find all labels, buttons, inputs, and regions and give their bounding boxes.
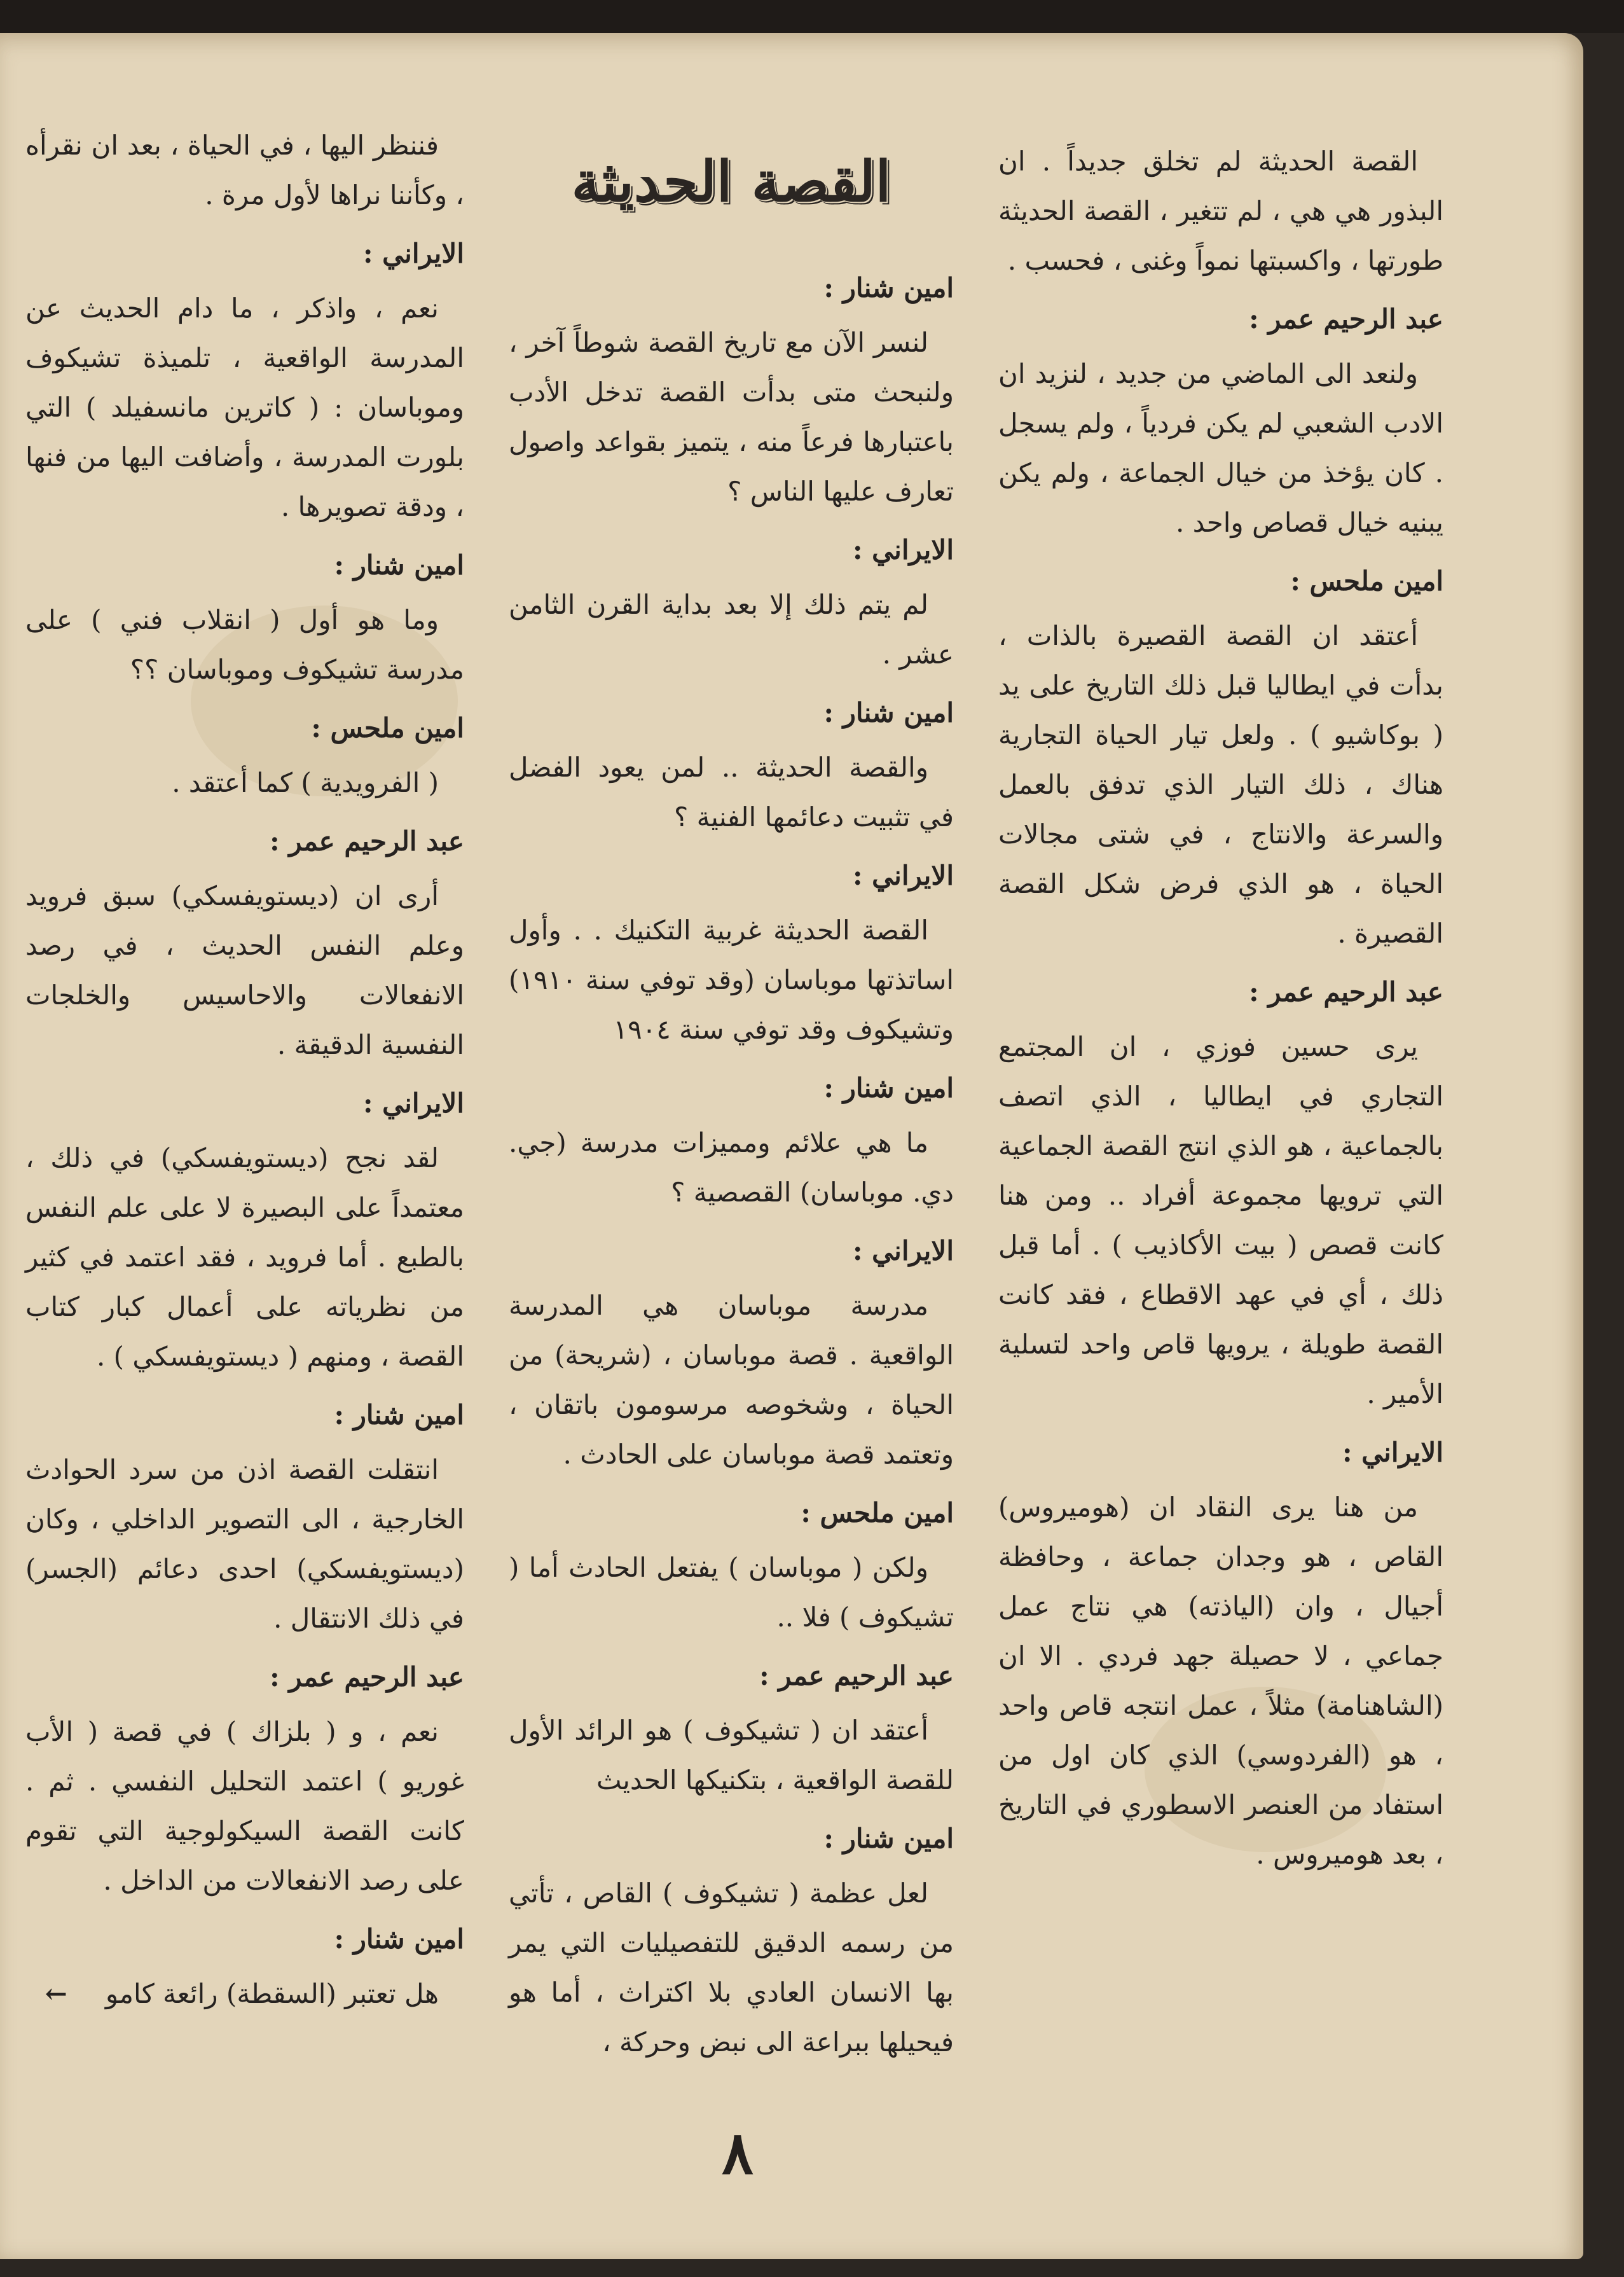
scan-border-top [0,0,1624,33]
paragraph: أرى ان (ديستويفسكي) سبق فرويد وعلم النفس الحديث ، في رصد الانفعالات والاحاسيس والخلجات النفسية الدقيقة . [25,880,464,1060]
paragraph: من هنا يرى النقاد ان (هوميروس) القاص ، هو وجدان جماعة ، وحافظة أجيال ، وان (الياذته) هي نتاج عمل جماعي ، لا حصيلة جهد فردي . الا ان (الشاهنامة) مثلاً ، عمل انتجه قاص واحد ، هو (الفردوسي) الذي كان اول من استفاد من العنصر الاسطوري في التاريخ ، بعد هوميروس . [998,1491,1443,1870]
paragraph: ولنعد الى الماضي من جديد ، لنزيد ان الادب الشعبي لم يكن فردياً ، ولم يسجل . كان يؤخذ من خيال الجماعة ، ولم يكن يبنيه خيال قصاص واحد . [998,358,1443,538]
speaker-name: امين ملحس : [1290,565,1443,597]
speaker-name: امين شنار : [334,1399,464,1430]
speaker-name: الايراني : [363,238,464,269]
paragraph: مدرسة موباسان هي المدرسة الواقعية . قصة موباسان ، (شريحة) من الحياة ، وشخوصه مرسومون باتقان ، وتعتمد قصة موباسان على الحادث . [509,1290,954,1470]
paragraph: نعم ، واذكر ، ما دام الحديث عن المدرسة الواقعية ، تلميذة تشيكوف وموباسان : ( كاترين مانسفيلد ) التي بلورت المدرسة ، وأضافت اليها من فنها ، ودقة تصويرها . [25,293,464,522]
speaker-name: عبد الرحيم عمر : [270,1661,464,1692]
paragraph: ( الفرويدية ) كما أعتقد . [172,767,439,798]
speaker-name: عبد الرحيم عمر : [270,826,464,857]
paragraph: أعتقد ان ( تشيكوف ) هو الرائد الأول للقصة الواقعية ، بتكنيكها الحديث [509,1715,954,1796]
speaker-name: امين ملحس : [801,1497,954,1528]
paragraph: لعل عظمة ( تشيكوف ) القاص ، تأتي من رسمه الدقيق للتفصيليات التي يمر بها الانسان العادي بلا اكتراث ، أما هو فيحيلها ببراعة الى نبض وحركة ، [509,1878,954,2058]
paragraph: هل تعتبر (السقطة) رائعة كامو← [25,1969,464,2019]
speaker-name: الايراني : [853,1235,954,1266]
speaker-name: امين شنار : [334,550,464,581]
speaker-name: الايراني : [853,860,954,891]
paragraph: نعم ، و ( بلزاك ) في قصة ( الأب غوريو ) اعتمد التحليل النفسي . ثم . كانت القصة السيكولوجية التي تقوم على رصد الانفعالات من الداخل . [25,1716,464,1896]
paragraph: ولكن ( موباسان ) يفتعل الحادث أما ( تشيكوف ) فلا .. [509,1552,954,1633]
speaker-name: امين شنار : [823,272,954,303]
speaker-name: امين ملحس : [311,712,464,744]
paragraph: فننظر اليها ، في الحياة ، بعد ان نقرأه ، وكأننا نراها لأول مرة . [25,130,464,211]
speaker-name: الايراني : [1342,1437,1443,1468]
column-right [998,137,1443,1886]
paragraph: أعتقد ان القصة القصيرة بالذات ، بدأت في ايطاليا قبل ذلك التاريخ على يد ( بوكاشيو ) . ولعل تيار الحياة التجارية هناك ، ذلك التيار الذي تدفق بالعمل والسرعة والانتاج ، في شتى مجالات الحياة ، هو الذي فرض شكل القصة القصيرة . [998,620,1443,949]
paragraph: يرى حسين فوزي ، ان المجتمع التجاري في ايطاليا ، الذي اتصف بالجماعية ، هو الذي انتج القصة الجماعية التي ترويها مجموعة أفراد .. ومن هنا كانت قصص ( بيت الأكاذيب ) . أما قبل ذلك ، أي في عهد الاقطاع ، فقد كانت القصة طويلة ، يرويها قاص واحد لتسلية الأمير . [998,1031,1443,1409]
paragraph: القصة الحديثة لم تخلق جديداً . ان البذور هي هي ، لم تتغير ، القصة الحديثة طورتها ، واكسبتها نمواً وغنى ، فحسب . [998,146,1443,276]
speaker-name: الايراني : [363,1088,464,1119]
continuation-arrow-icon: ← [45,1978,67,2009]
speaker-name: امين شنار : [823,1072,954,1104]
paragraph: لنسر الآن مع تاريخ القصة شوطاً آخر ، ولنبحث متى بدأت القصة تدخل الأدب باعتبارها فرعاً منه ، يتميز بقواعد واصول تعارف عليها الناس ؟ [509,327,954,507]
paragraph: وما هو أول ( انقلاب فني ) على مدرسة تشيكوف وموباسان ؟؟ [25,604,464,685]
speaker-name: امين شنار : [823,1823,954,1854]
scan-border-right [1583,33,1624,2277]
paragraph: القصة الحديثة غربية التكنيك . . وأول اساتذتها موباسان (وقد توفي سنة ١٩١٠) وتشيكوف وقد توفي سنة ١٩٠٤ [509,915,954,1045]
column-middle [509,254,954,2073]
speaker-name: عبد الرحيم عمر : [1249,976,1443,1007]
speaker-name: امين شنار : [823,697,954,728]
speaker-name: عبد الرحيم عمر : [1249,303,1443,335]
paragraph: لم يتم ذلك إلا بعد بداية القرن الثامن عشر . [509,589,954,670]
paragraph: والقصة الحديثة .. لمن يعود الفضل في تثبيت دعائمها الفنية ؟ [509,752,954,833]
paragraph: انتقلت القصة اذن من سرد الحوادث الخارجية ، الى التصوير الداخلي ، وكان (ديستويفسكي) احدى دعائم (الجسر) في ذلك الانتقال . [25,1454,464,1634]
page-number: ٨ [722,2119,754,2187]
speaker-name: امين شنار : [334,1923,464,1955]
speaker-name: الايراني : [853,534,954,565]
paragraph: لقد نجح (ديستويفسكي) في ذلك ، معتمداً على البصيرة لا على علم النفس بالطبع . أما فرويد ، فقد اعتمد في كثير من نظرياته على أعمال كبار كتاب القصة ، ومنهم ( ديستويفسكي ) . [25,1142,464,1372]
speaker-name: عبد الرحيم عمر : [759,1660,954,1691]
article-title: القصة الحديثة [571,148,891,214]
column-left [25,121,464,2025]
paragraph: ما هي علائم ومميزات مدرسة (جي. دي. موباسان) القصصية ؟ [509,1127,954,1208]
